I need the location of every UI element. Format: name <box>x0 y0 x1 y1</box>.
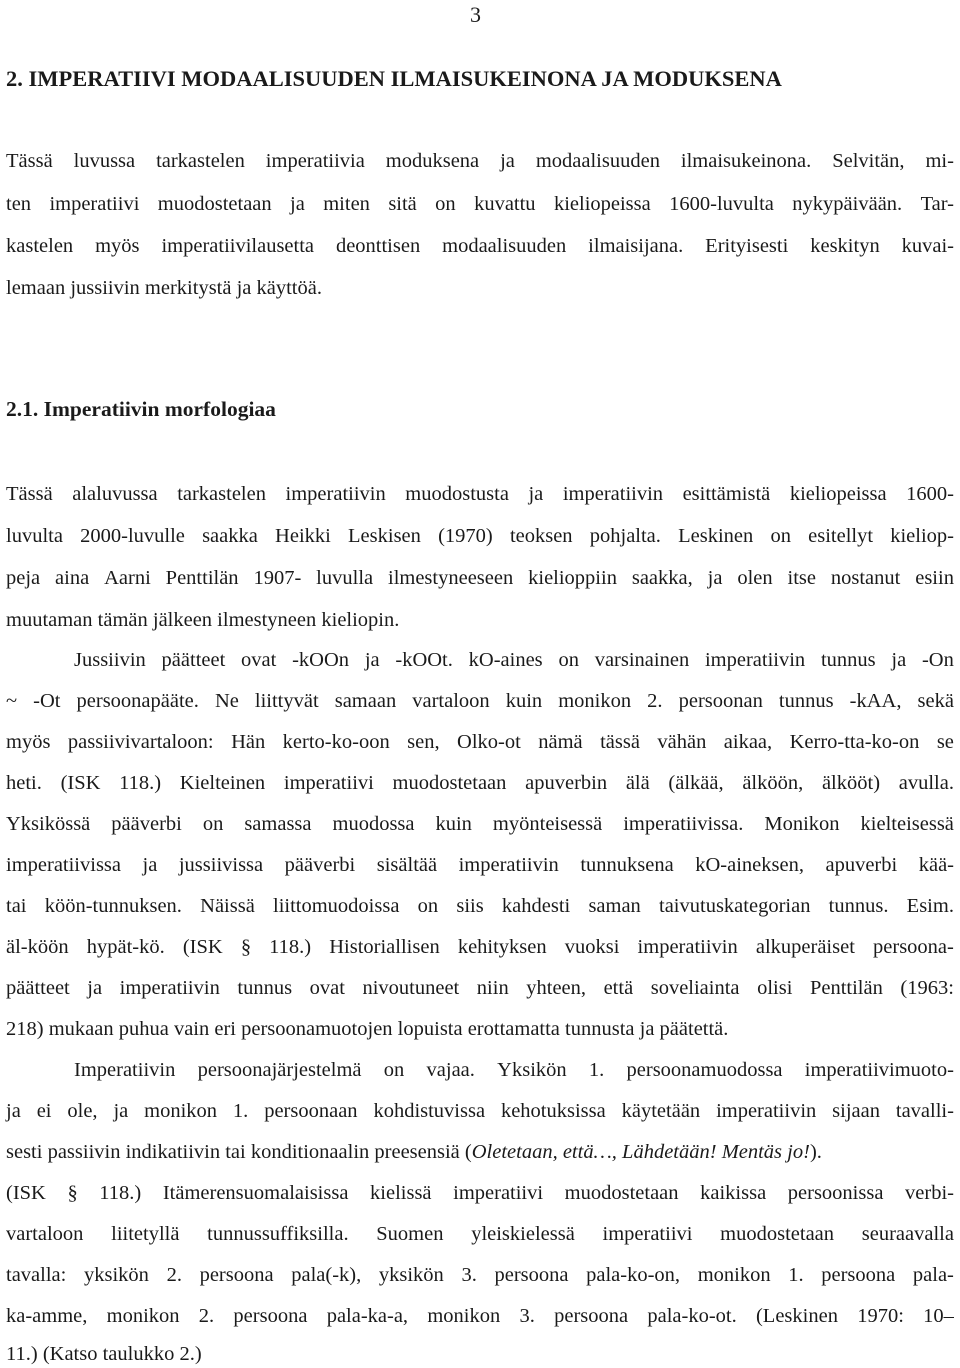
word: esitellyt <box>808 525 874 547</box>
word: (älkää, <box>668 772 724 794</box>
chapter-heading: 2. IMPERATIIVI MODAALISUUDEN ILMAISUKEINONA JA MODUKSENA <box>6 66 782 91</box>
word: persoonan <box>678 690 763 712</box>
word: päätteet <box>6 977 70 999</box>
word: Tässä <box>6 150 53 172</box>
word: myös <box>6 731 51 753</box>
text-line <box>6 688 954 714</box>
word: Yksikön <box>497 1059 567 1081</box>
word: siis <box>456 895 484 917</box>
word: kerto-ko-oon <box>282 731 390 753</box>
word: päätteet <box>161 649 226 671</box>
word: persoonapääte. <box>76 690 199 712</box>
word: sijaan <box>832 1100 880 1122</box>
word: pala- <box>912 1264 954 1286</box>
word: imperatiivin <box>637 936 738 958</box>
word: imperatiivi <box>453 1182 544 1204</box>
word: luvulla <box>316 567 374 589</box>
word: apuverbin <box>525 772 608 794</box>
word: älä <box>625 772 650 794</box>
word: teoksen <box>509 525 573 547</box>
word: yksikön <box>378 1264 444 1286</box>
word: tunnuksena <box>580 854 674 876</box>
word: tai <box>6 895 27 917</box>
word: vartaloon <box>6 1223 84 1245</box>
word: itse <box>787 567 816 589</box>
word: persoona <box>494 1264 569 1286</box>
word: ole, <box>67 1100 98 1122</box>
word: Itämerensuomalaisissa <box>162 1182 349 1204</box>
text-line <box>6 975 954 1001</box>
word: 1. <box>588 1059 605 1081</box>
word: (1963: <box>900 977 954 999</box>
word: ilmaisukeinona. <box>680 150 812 172</box>
word: imperatiivin <box>704 649 806 671</box>
word: 1. <box>788 1264 804 1286</box>
word: pala(-k), <box>291 1264 362 1286</box>
word: tarkastelen <box>156 150 245 172</box>
word: ja <box>364 649 380 671</box>
word: ilmestyneeseen <box>388 567 514 589</box>
word: liittyvät <box>254 690 319 712</box>
word: nämä <box>538 731 583 753</box>
word: sisältää <box>376 854 438 876</box>
word: Penttilän <box>165 567 239 589</box>
word: pala-ko-on, <box>586 1264 681 1286</box>
word: Leskisen <box>348 525 421 547</box>
word: Aarni <box>104 567 151 589</box>
word: luvulta <box>6 525 63 547</box>
word: ja <box>6 1100 21 1122</box>
word: ka-amme, <box>6 1305 88 1327</box>
section-heading: 2.1. Imperatiivin morfologiaa <box>6 397 276 421</box>
word: ja <box>891 649 907 671</box>
word: kastelen <box>6 235 74 257</box>
word: olisi <box>757 977 793 999</box>
word: liitetyllä <box>111 1223 180 1245</box>
word: Hän <box>231 731 266 753</box>
word: kehotuksissa <box>500 1100 606 1122</box>
word: kieliop- <box>890 525 954 547</box>
word: Historiallisen <box>329 936 440 958</box>
word: muodostetaan <box>564 1182 679 1204</box>
text-line <box>6 191 954 217</box>
word: vartaloon <box>412 690 490 712</box>
word: monikon <box>697 1264 771 1286</box>
word: avulla. <box>898 772 954 794</box>
word: nykypäivään. <box>792 193 903 215</box>
word: imperatiivi <box>283 772 374 794</box>
word: Yksikössä <box>6 813 91 835</box>
word: Tar- <box>920 193 954 215</box>
word: ovat <box>241 649 277 671</box>
text-line <box>6 1180 954 1206</box>
word: ja <box>528 483 544 505</box>
word: hypät-kö. <box>86 936 165 958</box>
text-line <box>6 523 954 549</box>
word: 2000-luvulle <box>80 525 185 547</box>
word: saakka, <box>631 567 693 589</box>
word: vähän <box>657 731 707 753</box>
word: ilmaisijana. <box>588 235 684 257</box>
word: sen, <box>407 731 440 753</box>
word: köön-tunnuksen. <box>44 895 182 917</box>
word: persoona- <box>873 936 954 958</box>
text-line <box>6 565 954 591</box>
text-line <box>6 770 954 796</box>
word: modaalisuuden <box>535 150 660 172</box>
word: pala-ko-ot. <box>647 1305 737 1327</box>
word: (ISK <box>60 772 101 794</box>
page-number: 3 <box>470 2 481 27</box>
word: kO-aineksen, <box>695 854 804 876</box>
text-line <box>6 1262 954 1288</box>
word: tavalli- <box>895 1100 954 1122</box>
word: (1970) <box>438 525 493 547</box>
word: heti. <box>6 772 42 794</box>
word: kää- <box>918 854 954 876</box>
word: älköön, <box>742 772 804 794</box>
word: 3. <box>461 1264 477 1286</box>
word: muodostetaan <box>720 1223 835 1245</box>
word: -On <box>921 649 954 671</box>
word: -Ot <box>33 690 61 712</box>
word: tunnus <box>820 649 876 671</box>
word: kuvattu <box>474 193 536 215</box>
word: muodossa <box>332 813 415 835</box>
word: vuoksi <box>564 936 620 958</box>
word: on <box>417 895 439 917</box>
word: tarkastelen <box>177 483 266 505</box>
word: -kAA, <box>849 690 902 712</box>
word: jussiivissa <box>178 854 264 876</box>
word: persoonajärjestelmä <box>197 1059 362 1081</box>
text-line <box>6 1221 954 1247</box>
word: 3. <box>519 1305 535 1327</box>
word: tässä <box>600 731 640 753</box>
word: Näissä <box>200 895 255 917</box>
word: imperatiivia <box>265 150 365 172</box>
word: imperatiivissa <box>6 854 122 876</box>
word: ja <box>87 977 103 999</box>
word: soveliainta <box>650 977 740 999</box>
word: pala-ka-a, <box>326 1305 409 1327</box>
word: Heikki <box>275 525 331 547</box>
word: imperatiivimuoto- <box>804 1059 954 1081</box>
word: imperatiivilausetta <box>161 235 315 257</box>
word: kehityksen <box>457 936 547 958</box>
text-line <box>6 481 954 507</box>
word: ten <box>6 193 32 215</box>
word: yhteen, <box>526 977 587 999</box>
word: on <box>383 1059 405 1081</box>
word: pääverbi <box>284 854 356 876</box>
word: 1600-luvulta <box>669 193 774 215</box>
word: alaluvussa <box>72 483 158 505</box>
word: myös <box>95 235 140 257</box>
word: muodostetaan <box>157 193 272 215</box>
word: kuin <box>505 690 543 712</box>
word: Kielteinen <box>179 772 266 794</box>
word: kohdistuvissa <box>373 1100 486 1122</box>
word: varsinainen <box>594 649 690 671</box>
word: imperatiivi <box>602 1223 693 1245</box>
word: monikon <box>106 1305 180 1327</box>
word: 1907- <box>253 567 302 589</box>
word: ja <box>290 193 305 215</box>
word: kahdesti <box>501 895 571 917</box>
word: kieliopeissa <box>789 483 887 505</box>
word: imperatiivi <box>49 193 140 215</box>
word: Kerro-tta-ko-on <box>789 731 920 753</box>
word: passiivivartaloon: <box>67 731 214 753</box>
word: kuin <box>435 813 472 835</box>
word: kielioppiin <box>528 567 617 589</box>
word: monikon <box>144 1100 218 1122</box>
word: pääverbi <box>111 813 182 835</box>
word: -kOOn <box>292 649 350 671</box>
word: on <box>202 813 224 835</box>
word: tunnus <box>237 977 293 999</box>
word: samaan <box>334 690 397 712</box>
word: yleiskielessä <box>471 1223 575 1245</box>
word: 1970: <box>857 1305 904 1327</box>
word: tunnus. <box>828 895 889 917</box>
word: persoonaan <box>264 1100 358 1122</box>
word: aina <box>55 567 90 589</box>
word: Suomen <box>376 1223 444 1245</box>
word: niin <box>476 977 509 999</box>
word: Ne <box>214 690 239 712</box>
text-line-part: ). <box>809 1141 822 1163</box>
word: § <box>67 1182 78 1204</box>
word: aikaa, <box>723 731 773 753</box>
text-line <box>6 233 954 259</box>
word: Penttilän <box>809 977 883 999</box>
word: Selvitän, <box>832 150 905 172</box>
word: kO-aines <box>468 649 543 671</box>
word: persoona <box>199 1264 274 1286</box>
word: apuverbi <box>825 854 898 876</box>
word: mi- <box>925 150 954 172</box>
word: sitä <box>388 193 417 215</box>
word: imperatiivissa. <box>623 813 744 835</box>
word: Olko-ot <box>457 731 521 753</box>
word: tunnus <box>778 690 834 712</box>
word: 10– <box>923 1305 954 1327</box>
word: seuraavalla <box>861 1223 954 1245</box>
text-line: muutaman tämän jälkeen ilmestyneen kieliopin. <box>6 609 400 631</box>
word: sekä <box>917 690 954 712</box>
word: 118.) <box>119 772 162 794</box>
word: persoonissa <box>787 1182 884 1204</box>
word: tavalla: <box>6 1264 67 1286</box>
word: monikon <box>558 690 632 712</box>
word: saakka <box>202 525 258 547</box>
text-line <box>6 893 954 919</box>
word: Monikon <box>764 813 840 835</box>
word: muodostetaan <box>392 772 507 794</box>
word: 118.) <box>269 936 312 958</box>
text-line <box>6 1139 822 1165</box>
word: olen <box>737 567 773 589</box>
word: muodostusta <box>405 483 509 505</box>
word: samassa <box>244 813 312 835</box>
word: luvussa <box>73 150 136 172</box>
word: kieliopeissa <box>553 193 651 215</box>
word: että <box>603 977 634 999</box>
word: on <box>770 525 791 547</box>
text-line <box>6 1098 954 1124</box>
word: myönteisessä <box>492 813 603 835</box>
word: 118.) <box>99 1182 142 1204</box>
word: esiin <box>915 567 954 589</box>
word: 2. <box>166 1264 182 1286</box>
word: ja <box>113 1100 129 1122</box>
text-line: lemaan jussiivin merkitystä ja käyttöä. <box>6 277 322 299</box>
word: 1. <box>232 1100 249 1122</box>
word: verbi- <box>905 1182 954 1204</box>
word: 2. <box>647 690 663 712</box>
word: (ISK <box>6 1182 46 1204</box>
word: käytetään <box>621 1100 701 1122</box>
word: modaalisuuden <box>442 235 567 257</box>
word: esittämistä <box>682 483 771 505</box>
word: -kOOt. <box>395 649 453 671</box>
word: (ISK <box>182 936 223 958</box>
word: imperatiivin <box>562 483 664 505</box>
word: ja <box>707 567 723 589</box>
text-line: 218) mukaan puhua vain eri persoonamuotojen lopuista erottamatta tunnusta ja päätettä. <box>6 1018 729 1040</box>
word: persoona <box>233 1305 308 1327</box>
word: imperatiivin <box>458 854 559 876</box>
word: Tässä <box>6 483 53 505</box>
word: (Leskinen <box>755 1305 838 1327</box>
word: Esim. <box>906 895 954 917</box>
word: imperatiivin <box>119 977 220 999</box>
word: nivoutuneet <box>362 977 460 999</box>
word: kielissä <box>370 1182 432 1204</box>
word: monikon <box>427 1305 501 1327</box>
word: kielteisessä <box>860 813 954 835</box>
example-phrases: Oletetaan, että…, Lähdetään! Mentäs jo! <box>471 1141 810 1163</box>
word: pohjalta. <box>589 525 661 547</box>
word: saman <box>588 895 641 917</box>
word: ~ <box>6 690 18 712</box>
text-line <box>6 729 954 755</box>
word: yksikön <box>83 1264 149 1286</box>
word: on <box>435 193 456 215</box>
word: persoona <box>554 1305 629 1327</box>
word: alkuperäiset <box>755 936 855 958</box>
word: taivutuskategorian <box>659 895 811 917</box>
word: peja <box>6 567 41 589</box>
text-line <box>6 811 954 837</box>
word: deonttisen <box>335 235 421 257</box>
word: imperatiivin <box>716 1100 817 1122</box>
word: tunnussuffiksilla. <box>207 1223 349 1245</box>
word: ovat <box>309 977 345 999</box>
word: § <box>240 936 252 958</box>
word: on <box>558 649 579 671</box>
word: miten <box>323 193 370 215</box>
word: imperatiivin <box>285 483 386 505</box>
text-line <box>6 1303 954 1329</box>
word: persoonamuodossa <box>626 1059 783 1081</box>
word: ei <box>36 1100 52 1122</box>
word: liittomuodoissa <box>273 895 400 917</box>
text-line-part: sesti passiivin indikatiivin tai konditionaalin preesensiä ( <box>6 1141 472 1163</box>
text-line <box>74 1057 954 1083</box>
word: moduksena <box>385 150 480 172</box>
text-line: 11.) (Katso taulukko 2.) <box>6 1343 202 1365</box>
word: ja <box>500 150 515 172</box>
word: Jussiivin <box>74 649 146 671</box>
word: ja <box>142 854 158 876</box>
text-line <box>74 647 954 673</box>
word: persoona <box>821 1264 896 1286</box>
word: se <box>936 731 954 753</box>
word: Erityisesti <box>705 235 789 257</box>
word: Imperatiivin <box>74 1059 176 1081</box>
word: keskityn <box>810 235 880 257</box>
text-line <box>6 852 954 878</box>
word: kuvai- <box>901 235 954 257</box>
word: kaikissa <box>700 1182 767 1204</box>
text-line <box>6 148 954 174</box>
word: älkööt) <box>821 772 881 794</box>
word: 2. <box>198 1305 215 1327</box>
text-line <box>6 934 954 960</box>
word: äl-köön <box>6 936 69 958</box>
word: Leskinen <box>678 525 754 547</box>
word: 1600- <box>906 483 954 505</box>
word: vajaa. <box>426 1059 475 1081</box>
word: nostanut <box>830 567 901 589</box>
